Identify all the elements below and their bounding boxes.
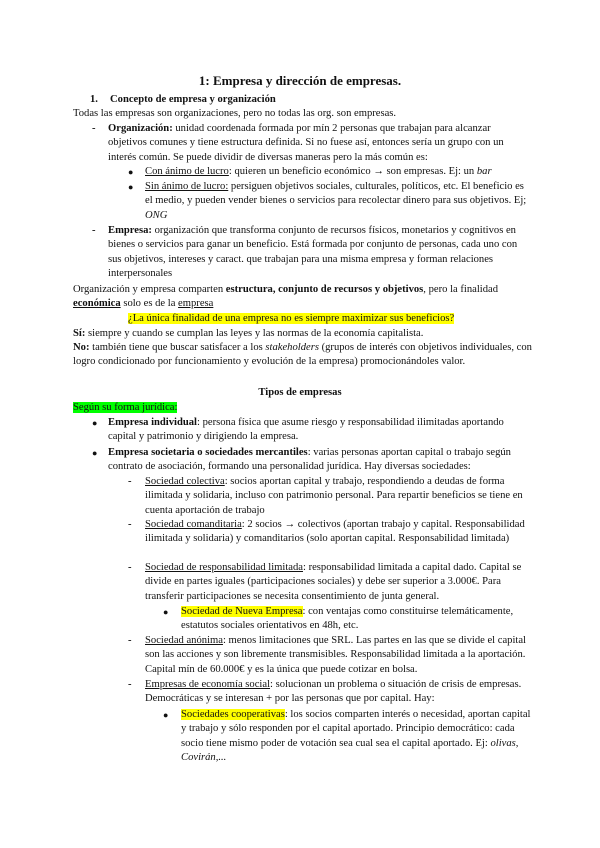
answer-no-text-2: (grupos de interés con objetivos individuales, con logro condicionado por funcionamiento y evolución de la empresa) promocionándoles valor. bbox=[73, 342, 532, 368]
colectiva-item bbox=[145, 475, 533, 518]
anonima-label: Sociedad anónima bbox=[145, 635, 223, 646]
con-animo-example: bar bbox=[476, 166, 492, 177]
bullet-marker: ● bbox=[163, 607, 169, 617]
dash-marker: - bbox=[92, 225, 96, 236]
dash-marker: - bbox=[128, 519, 132, 530]
societaria-text: : varias personas aportan capital o trabajo según contrato de asociación, formando una personalidad jurídica. Hay diversas sociedades: bbox=[108, 447, 511, 473]
tipos-heading: Tipos de empresas bbox=[258, 387, 342, 398]
con-animo-text: : quieren un beneficio económico → son empresas. Ej: un bbox=[228, 166, 477, 177]
empresa-label: Empresa: bbox=[108, 225, 152, 236]
anonima-item bbox=[145, 634, 533, 677]
colectiva-text: : socios aportan capital y trabajo, respondiendo a deudas de forma ilimitada y solidaria, incluso con patrimonio personal. Para repartir beneficios se tiene en cuenta aportación de trabajo bbox=[145, 476, 523, 516]
bullet-marker: ● bbox=[92, 418, 98, 428]
cooperativas-label: Sociedades cooperativas bbox=[181, 709, 285, 720]
dash-marker: - bbox=[128, 562, 132, 573]
bullet-marker: ● bbox=[163, 710, 169, 720]
cooperativas-item bbox=[181, 708, 533, 766]
limitada-label: Sociedad de responsabilidad limitada bbox=[145, 562, 303, 573]
cooperativas-text: : los socios comparten interés o necesidad, aportan capital y trabajo y sólo responden por el capital aportado. Principio democrático: cada socio tiene mismo poder de votación sea cual sea el capital aportado. Ej: bbox=[181, 709, 531, 749]
forma-juridica-highlight: Según su forma jurídica: bbox=[73, 402, 178, 413]
intro-paragraph: Todas las empresas son organizaciones, pero no todas las org. son empresas. bbox=[73, 108, 397, 119]
answer-si-text: siempre y cuando se cumplan las leyes y las normas de la economía capitalista. bbox=[85, 328, 424, 339]
sin-animo-item bbox=[145, 180, 533, 223]
answer-si-label: Sí: bbox=[73, 328, 86, 339]
economia-social-label: Empresas de economía social bbox=[145, 679, 271, 690]
nueva-empresa-text: : con ventajas como constituirse telemáticamente, estatutos sociales orientativos en 48h, etc. bbox=[181, 606, 514, 632]
section-heading bbox=[90, 93, 276, 107]
share-empresa: empresa bbox=[178, 298, 214, 310]
section-number: 1. bbox=[90, 94, 98, 105]
individual-label: Empresa individual bbox=[108, 417, 197, 428]
individual-text: : persona física que asume riesgo y responsabilidad ilimitadas aportando capital y patrimonio y dirigiendo la empresa. bbox=[108, 417, 504, 443]
economia-social-item bbox=[145, 678, 533, 707]
sin-animo-example: ONG bbox=[145, 209, 168, 221]
cooperativas-examples: olivas, Covirán,... bbox=[181, 737, 519, 764]
bullet-marker: ● bbox=[128, 167, 134, 177]
question-highlight: ¿La única finalidad de una empresa no es siempre maximizar sus beneficios? bbox=[128, 313, 455, 324]
sin-animo-label: Sin ánimo de lucro: bbox=[145, 181, 229, 192]
comanditaria-item bbox=[145, 518, 533, 547]
dash-marker: - bbox=[128, 476, 132, 487]
con-animo-item bbox=[145, 165, 533, 179]
comanditaria-text: : 2 socios → colectivos (aportan trabajo y capital. Responsabilidad ilimitada y solidaria) y comanditarios (solo aportan capital. Responsabilidad limitada) bbox=[145, 519, 525, 545]
economia-social-text: : solucionan un problema o situación de crisis de empresas. Democráticas y se interesan + por las personas que por capital. Hay: bbox=[145, 679, 522, 705]
share-text-1: Organización y empresa comparten bbox=[73, 284, 226, 295]
nueva-empresa-item bbox=[181, 605, 533, 634]
answer-no-italic: stakeholders bbox=[265, 342, 319, 353]
section-title: Concepto de empresa y organización bbox=[110, 94, 276, 105]
answer-no-text-1: también tiene que buscar satisfacer a los bbox=[89, 342, 266, 353]
share-paragraph bbox=[73, 283, 533, 312]
limitada-text: : responsabilidad limitada a capital dado. Capital se divide en partes iguales (participaciones sociales) y debe ser superior a 3.000€. Para transferir participaciones se necesita consentimiento de junta general. bbox=[145, 562, 522, 602]
organizacion-text: unidad coordenada formada por mín 2 personas que trabajan para alcanzar objetivos comunes y tiene estructura definida. Si no fuese así, entonces sería un grupo con un interés común. Se puede dividir de diversas maneras pero la más común es: bbox=[108, 123, 504, 163]
question-line bbox=[128, 312, 454, 326]
individual-item bbox=[108, 416, 532, 445]
answer-no bbox=[73, 341, 533, 370]
forma-juridica-line bbox=[73, 401, 177, 415]
page-title: 1: Empresa y dirección de empresas. bbox=[198, 73, 402, 88]
societaria-item bbox=[108, 446, 532, 475]
dash-marker: - bbox=[128, 635, 132, 646]
nueva-empresa-label: Sociedad de Nueva Empresa bbox=[181, 606, 303, 617]
empresa-paragraph bbox=[108, 224, 532, 282]
colectiva-label: Sociedad colectiva bbox=[145, 476, 225, 487]
sin-animo-text: persiguen objetivos sociales, culturales, políticos, etc. El beneficio es el medio, y pueden vender bienes o servicios para recolectar dinero para sus objetivos. Ej; bbox=[145, 181, 527, 207]
anonima-text: : menos limitaciones que SRL. Las partes en las que se divide el capital son las acciones y son libremente transmisibles. Responsabilidad limitada a la aportación. Capital mín de 60.000€ y es la única que puede cotizar en bolsa. bbox=[145, 635, 526, 675]
share-economica: económica bbox=[73, 298, 121, 310]
empresa-text: organización que transforma conjunto de recursos físicos, monetarios y cognitivos en bienes o servicios para ganar un beneficio. Está formada por conjunto de personas, cada uno con sus objetivos, intereses y caract. que trabajan para una misma empresa y forman relaciones interpersonales bbox=[108, 225, 518, 280]
dash-marker: - bbox=[128, 679, 132, 690]
comanditaria-label: Sociedad comanditaria bbox=[145, 519, 242, 530]
answer-no-label: No: bbox=[73, 342, 90, 353]
con-animo-label: Con ánimo de lucro bbox=[145, 166, 229, 177]
bullet-marker: ● bbox=[128, 182, 134, 192]
organizacion-paragraph bbox=[108, 122, 532, 165]
bullet-marker: ● bbox=[92, 448, 98, 458]
organizacion-label: Organización: bbox=[108, 123, 173, 134]
limitada-item bbox=[145, 561, 533, 604]
dash-marker: - bbox=[92, 123, 96, 134]
share-bold: estructura, conjunto de recursos y objetivos bbox=[225, 284, 424, 295]
societaria-label: Empresa societaria o sociedades mercantiles bbox=[108, 447, 308, 458]
share-text-3: solo es de la bbox=[120, 298, 179, 310]
answer-si bbox=[73, 327, 533, 341]
share-text-2: , pero la finalidad bbox=[423, 284, 499, 295]
